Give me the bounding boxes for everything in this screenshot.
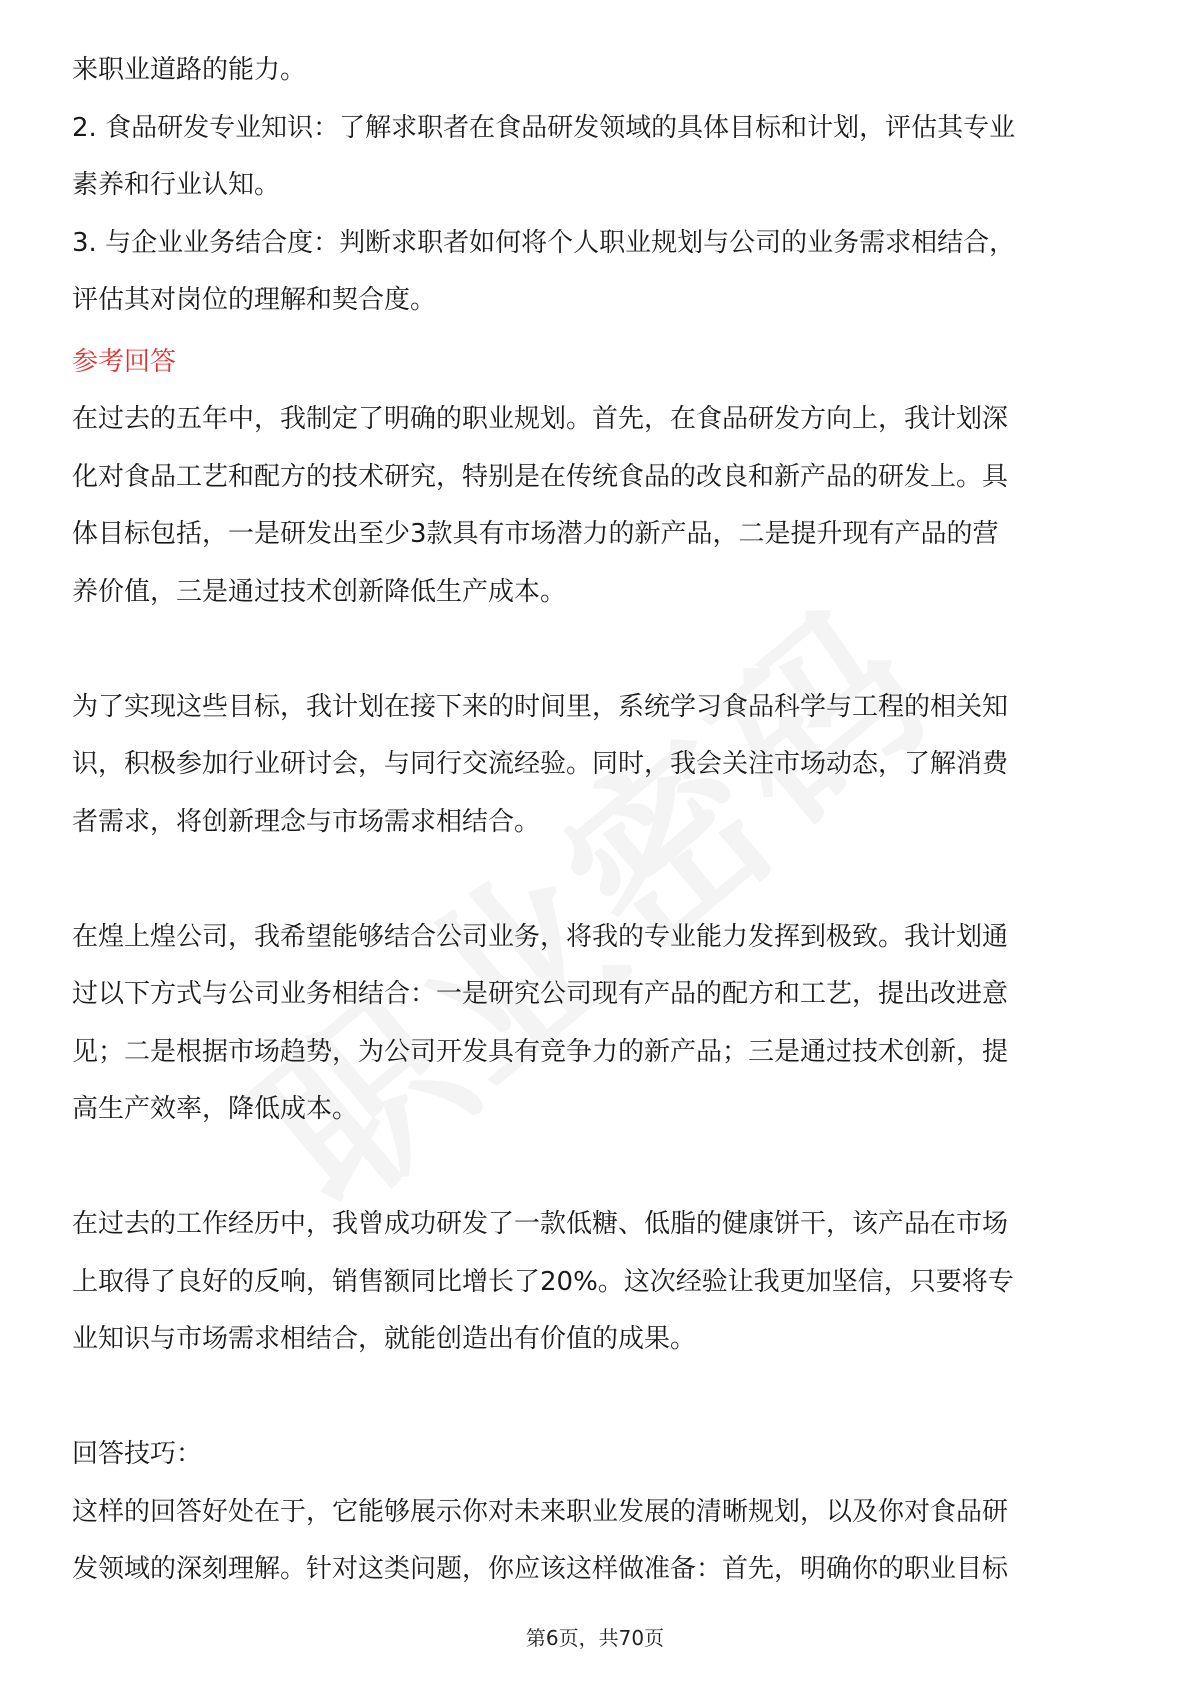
paragraph-line: 体目标包括，一是研发出至少3款具有市场潜力的新产品，二是提升现有产品的营 [72, 519, 999, 549]
paragraph-line: 过以下方式与公司业务相结合：一是研究公司现有产品的配方和工艺，提出改进意 [72, 979, 1009, 1009]
list-item-2: 2. 食品研发专业知识：了解求职者在食品研发领域的具体目标和计划，评估其专业 [72, 112, 1016, 143]
paragraph-line: 上取得了良好的反响，销售额同比增长了20%。这次经验让我更加坚信，只要将专 [72, 1266, 1014, 1297]
paragraph-line: 见；二是根据市场趋势，为公司开发具有竞争力的新产品；三是通过技术创新，提 [72, 1036, 1009, 1067]
list-item-3: 3. 与企业业务结合度：判断求职者如何将个人职业规划与公司的业务需求相结合， [72, 227, 1016, 258]
page-number-footer: 第6页，共70页 [525, 1626, 665, 1650]
tips-heading: 回答技巧： [72, 1439, 203, 1469]
reference-answer-heading: 参考回答 [72, 346, 177, 377]
paragraph-line: 化对食品工艺和配方的技术研究，特别是在传统食品的改良和新产品的研发上。具 [72, 461, 1009, 492]
paragraph-line: 高生产效率，降低成本。 [72, 1094, 359, 1124]
paragraph-line: 业知识与市场需求相结合，就能创造出有价值的成果。 [72, 1324, 697, 1354]
paragraph-gap [72, 1369, 1122, 1427]
paragraph-gap [72, 621, 1122, 679]
tips-line: 这样的回答好处在于，它能够展示你对未来职业发展的清晰规划，以及你对食品研 [72, 1496, 1009, 1527]
paragraph-line: 养价值，三是通过技术创新降低生产成本。 [72, 576, 567, 607]
paragraph-gap [72, 851, 1122, 909]
paragraph-gap [72, 1139, 1122, 1197]
text-line: 评估其对岗位的理解和契合度。 [72, 285, 437, 315]
paragraph-line: 在煌上煌公司，我希望能够结合公司业务，将我的专业能力发挥到极致。我计划通 [72, 921, 1009, 952]
tips-line: 发领域的深刻理解。针对这类问题，你应该这样做准备：首先，明确你的职业目标 [72, 1554, 1009, 1584]
text-line: 素养和行业认知。 [72, 170, 281, 200]
paragraph-line: 识，积极参加行业研讨会，与同行交流经验。同时，我会关注市场动态，了解消费 [72, 749, 1009, 779]
paragraph-line: 者需求，将创新理念与市场需求相结合。 [72, 806, 541, 837]
paragraph-line: 在过去的工作经历中，我曾成功研发了一款低糖、低脂的健康饼干，该产品在市场 [72, 1209, 1009, 1239]
paragraph-line: 为了实现这些目标，我计划在接下来的时间里，系统学习食品科学与工程的相关知 [72, 691, 1009, 722]
text-line: 来职业道路的能力。 [72, 55, 307, 85]
document-page [72, 42, 1122, 1599]
paragraph-line: 在过去的五年中，我制定了明确的职业规划。首先，在食品研发方向上，我计划深 [72, 404, 1009, 434]
